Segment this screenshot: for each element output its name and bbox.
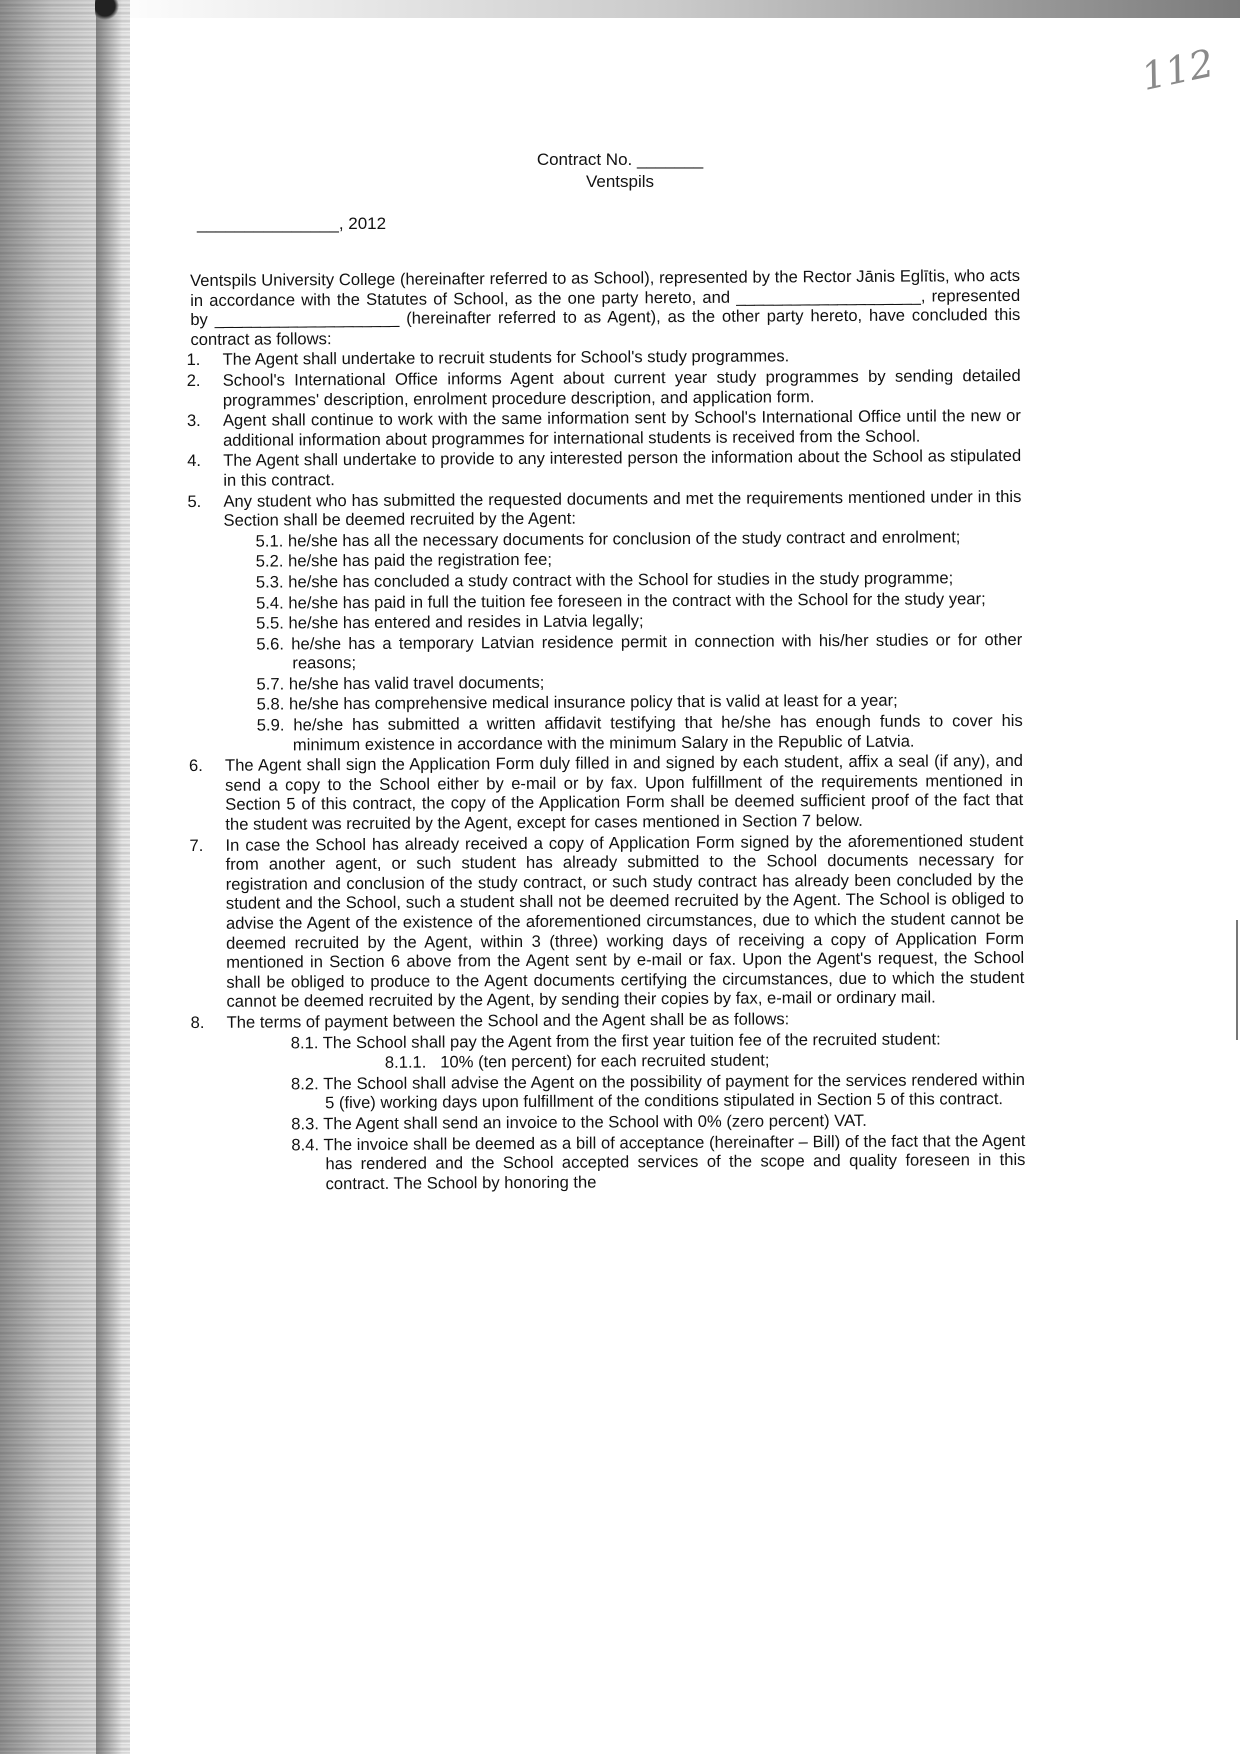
clause-number: 5.9. — [256, 715, 285, 735]
clause-body: he/she has concluded a study contract with the School for studies in the study programme; — [288, 568, 954, 592]
clause-number: 5.7. — [256, 674, 285, 694]
clause-body: he/she has paid in full the tuition fee foreseen in the contract with the School for the study year; — [288, 588, 986, 612]
clause-number: 8.4. — [291, 1134, 320, 1154]
clause-number: 8.2. — [290, 1073, 319, 1094]
contract-place: Ventspils — [585, 172, 655, 191]
clause-number: 5.5. — [256, 613, 284, 633]
clause-number: 1. — [186, 350, 201, 370]
clause-number: 8.1.1. — [384, 1052, 427, 1072]
clause-number: 8.3. — [291, 1114, 319, 1134]
clause-body: he/she has entered and resides in Latvia legally; — [288, 611, 644, 633]
clause-7 — [189, 830, 1025, 1012]
clause-body: he/she has comprehensive medical insurance policy that is valid at least for a year; — [288, 691, 898, 714]
clause-body: he/she has valid travel documents; — [288, 672, 545, 694]
clause-text — [385, 1049, 1025, 1073]
clause-8-4 — [291, 1130, 1025, 1193]
clause-body: The School shall pay the Agent from the first year tuition fee of the recruited student: — [322, 1028, 941, 1052]
clause-body: The Agent shall send an invoice to the School with 0% (zero percent) VAT. — [323, 1110, 867, 1134]
clause-number: 8. — [190, 1012, 205, 1032]
clause-text — [256, 629, 1023, 674]
clause-text: Any student who has submitted the requested documents and met the requirements mentioned under in this Section shall be deemed recruited by the Agent: — [223, 486, 1022, 530]
clause-number: 5.2. — [255, 551, 284, 571]
contract-number: Contract No. _______ — [536, 150, 704, 169]
clause-body: he/she has all the necessary documents for conclusion of the study contract and enrolment; — [287, 527, 961, 551]
clause-8-2 — [291, 1070, 1025, 1114]
clause-text: The terms of payment between the School and the Agent shall be as follows: — [226, 1009, 790, 1032]
clause-text: In case the School has already received a copy of Application Form signed by the aforementioned student from another agent, or such student has already submitted to the School documents necessary for registration and conclusion of the study contract, or such study contract has already been concluded by the student and the School, such a student shall not be deemed recruited by the Agent. The School is obliged to advise the Agent of the existence of the aforementioned circumstances, due to which the student cannot be deemed recruited by the Agent, within 3 (three) working days of receiving a copy of Application Form mentioned in Section 6 above from the Agent sent by e-mail or fax. Upon the Agent's request, the School shall be obliged to produce to the Agent documents certifying the circumstances, due to which the student cannot be deemed recruited by the Agent, by sending their copies by fax, e-mail or ordinary mail. — [225, 830, 1025, 1012]
scan-right-mark — [1236, 920, 1238, 1040]
clause-text: The Agent shall undertake to recruit students for School's study programmes. — [222, 346, 790, 370]
clause-number: 8.1. — [290, 1032, 319, 1052]
clause-body: The invoice shall be deemed as a bill of acceptance (hereinafter – Bill) of the fact that the Agent has rendered and the School accepted services of the scope and quality foreseen in this contract. The School by honoring the — [323, 1130, 1026, 1193]
clause-number: 7. — [189, 835, 204, 855]
clause-body: The School shall advise the Agent on the possibility of payment for the services rendered within 5 (five) working days upon fulfillment of the conditions stipulated in Section 5 of this contract. — [323, 1069, 1026, 1113]
contract-body — [186, 265, 1026, 1194]
clause-6 — [188, 751, 1024, 834]
clause-2 — [186, 365, 1021, 410]
clause-number: 5.1. — [255, 531, 284, 551]
clause-5-9 — [227, 711, 1023, 755]
clause-body: he/she has submitted a written affidavit testifying that he/she has enough funds to cover his minimum existence in accordance with the minimum Salary in the Republic of Latvia. — [292, 710, 1023, 755]
clause-text: The Agent shall undertake to provide to any interested person the information about the School as stipulated in this contract. — [223, 446, 1022, 490]
clause-8-1-1 — [385, 1049, 1025, 1073]
clause-number: 5.6. — [256, 634, 285, 654]
clause-body: 10% (ten percent) for each recruited student; — [440, 1050, 770, 1072]
scan-top-edge — [100, 0, 1240, 18]
clause-number: 2. — [186, 370, 201, 390]
clause-4 — [187, 446, 1022, 490]
clause-number: 5. — [187, 491, 202, 511]
clause-number: 5.8. — [256, 694, 285, 715]
clause-number: 4. — [187, 451, 202, 471]
clause-text — [290, 1069, 1026, 1113]
scan-corner-mark — [95, 0, 135, 30]
handwritten-page-number: 112 — [1137, 40, 1218, 99]
clause-3 — [186, 406, 1021, 450]
clause-number: 5.4. — [255, 592, 284, 613]
clause-text: Agent shall continue to work with the same information sent by School's International Office until the new or additional information about programmes for international students is received from the School. — [222, 406, 1021, 450]
preamble: Ventspils University College (hereinafter referred to as School), represented by the Rector Jānis Eglītis, who acts in accordance with the Statutes of School, as the one party hereto, and ____________________, represented by ____________________ (hereinafter referred to as Agent), as the other party hereto, have concluded this contract as follows: — [190, 265, 1021, 349]
clause-text: School's International Office informs Agent about current year study programmes by sending detailed programmes' description, enrolment procedure description, and application form. — [222, 365, 1021, 410]
clause-body: he/she has paid the registration fee; — [288, 550, 552, 571]
clause-5 — [187, 486, 1022, 530]
clause-text — [256, 710, 1023, 755]
clause-body: he/she has a temporary Latvian residence permit in connection with his/her studies or for other reasons; — [291, 629, 1023, 673]
clause-number: 5.3. — [255, 572, 284, 592]
contract-date: _______________, 2012 — [197, 214, 387, 233]
clause-5-6 — [226, 630, 1022, 674]
scan-binding-edge — [96, 0, 122, 1754]
clause-text — [291, 1130, 1026, 1193]
clause-number: 3. — [186, 411, 201, 431]
clause-number: 6. — [188, 756, 203, 776]
clause-text: The Agent shall sign the Application Form duly filled in and signed by each student, affix a seal (if any), and send a copy to the School either by e-mail or by fax. Upon fulfillment of the requirements mentioned in Section 5 of this contract, the copy of the Application Form shall be deemed sufficient proof of the fact that the student was recruited by the Agent, except for cases mentioned in Section 7 below. — [224, 751, 1024, 834]
